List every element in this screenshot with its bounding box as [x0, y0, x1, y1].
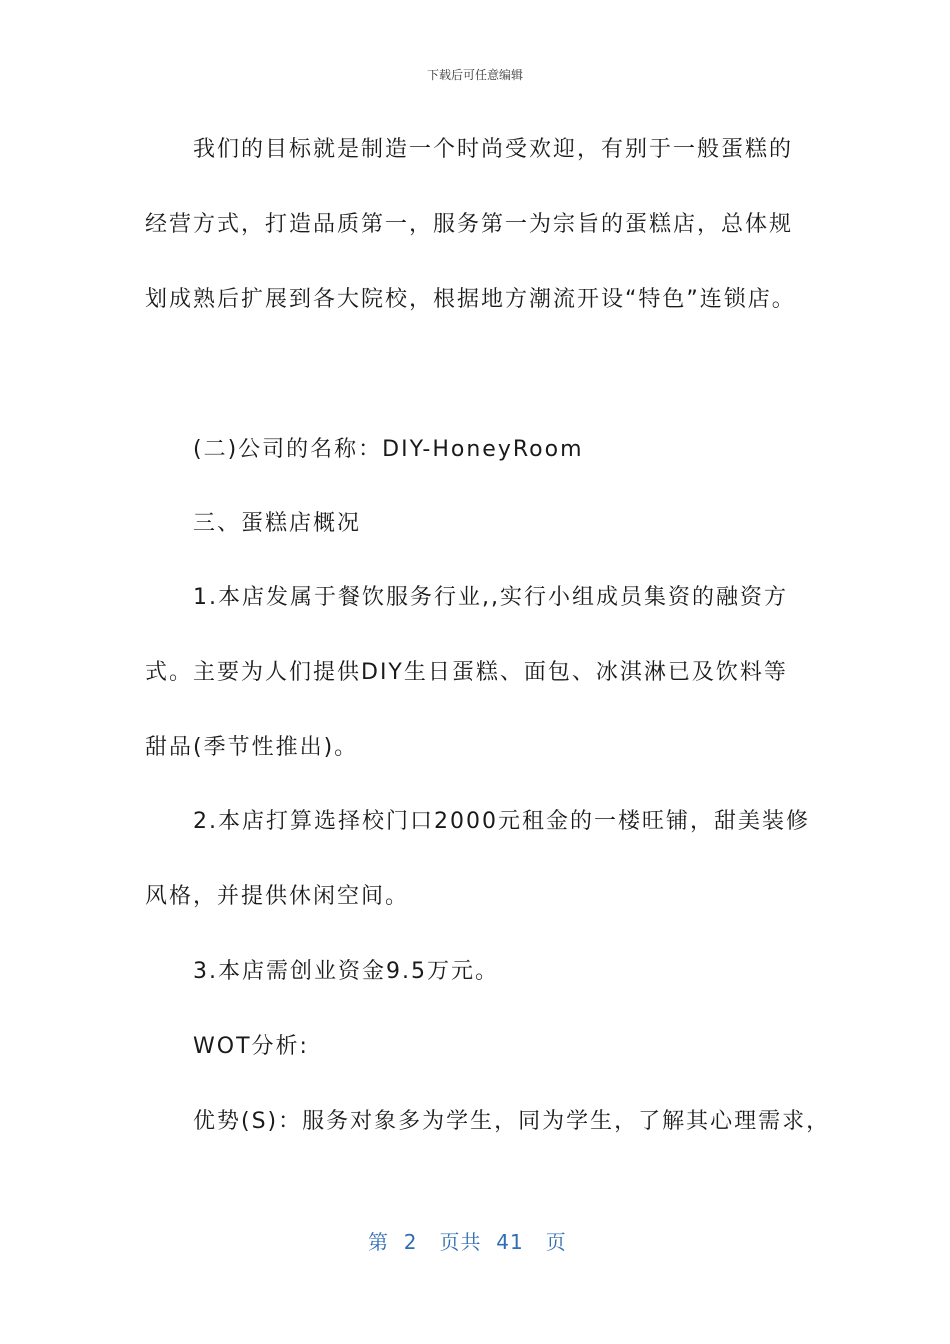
item-2-line-2: 风格，并提供休闲空间。 [145, 884, 410, 909]
item-1-line-3: 甜品(季节性推出)。 [145, 735, 359, 760]
page-header: 下载后可任意编辑 [426, 68, 523, 82]
item-3-line: 3.本店需创业资金9.5万元。 [193, 959, 499, 984]
company-name-line: (二)公司的名称：DIY-HoneyRoom [193, 437, 584, 462]
section-heading-overview: 三、蛋糕店概况 [193, 511, 362, 536]
item-2-line-1: 2.本店打算选择校门口2000元租金的一楼旺铺，甜美装修 [193, 809, 810, 834]
paragraph-goal-line-1: 我们的目标就是制造一个时尚受欢迎，有别于一般蛋糕的 [193, 137, 794, 162]
paragraph-goal-line-2: 经营方式，打造品质第一，服务第一为宗旨的蛋糕店，总体规 [145, 212, 794, 237]
page-footer: 第 2 页共 41 页 [368, 1230, 567, 1254]
paragraph-goal-line-3: 划成熟后扩展到各大院校，根据地方潮流开设“特色”连锁店。 [145, 287, 796, 312]
item-1-line-2: 式。主要为人们提供DIY生日蛋糕、面包、冰淇淋已及饮料等 [145, 660, 788, 685]
strengths-line: 优势(S)：服务对象多为学生，同为学生，了解其心理需求， [193, 1109, 831, 1134]
swot-heading: WOT分析: [193, 1034, 309, 1059]
item-1-line-1: 1.本店发属于餐饮服务行业,,实行小组成员集资的融资方 [193, 585, 788, 610]
